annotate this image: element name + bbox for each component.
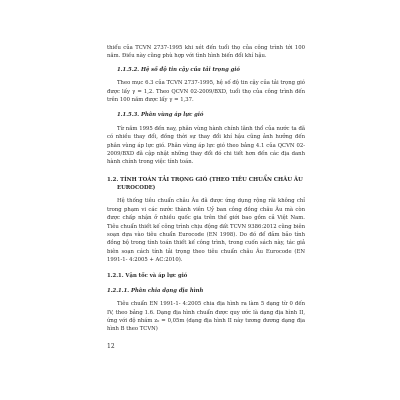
page-content bbox=[107, 44, 305, 334]
spacer bbox=[107, 104, 305, 111]
spacer bbox=[107, 280, 305, 287]
page-number: 12 bbox=[107, 343, 115, 350]
section-paragraph-1-1-5-2: Theo mục 6.3 của TCVN 2737-1995, hệ số độ tin cậy của tải trọng gió được lấy γ = 1,2. Theo QCVN 02-2009/BXD, tuổi thọ của công trình đến trên 100 năm được lấy γ = 1,37. bbox=[107, 80, 305, 104]
section-heading-1-2-line2: EUROCODE) bbox=[117, 185, 156, 192]
section-paragraph-1-2-1-1: Tiêu chuẩn EN 1991-1- 4:2005 chia địa hình ra làm 5 dạng từ 0 đến IV, theo bảng 1.6. Dạng địa hình chuẩn được quy ước là dạng địa hình II, ứng với độ nhám z₀ = 0,05m (dạng địa hình II này tương đương dạng địa hình B theo TCVN) bbox=[107, 301, 305, 333]
section-paragraph-1-1-5-3: Từ năm 1995 đến nay, phân vùng hành chính lãnh thổ của nước ta đã có nhiều thay đổi, đồng thời sự thay đổi khí hậu cũng ảnh hưởng đến phân vùng áp lực gió. Phân vùng áp lực gió theo bảng 4.1 của QCVN 02-2009/BXD đã cập nhật những thay đổi đó chi tiết hơn đến các địa danh hành chính trong việc tính toán. bbox=[107, 125, 305, 166]
section-heading-1-2-line1: 1.2. TÍNH TOÁN TẢI TRỌNG GIÓ (THEO TIÊU CHUẨN CHÂU ÂU bbox=[107, 176, 303, 183]
section-heading-1-2-1: 1.2.1. Vận tốc và áp lực gió bbox=[107, 272, 188, 279]
spacer bbox=[107, 167, 305, 176]
section-heading-1-1-5-2: 1.1.5.2. Hệ số độ tin cậy của tải trọng gió bbox=[117, 66, 240, 73]
spacer bbox=[107, 265, 305, 272]
section-heading-1-2-1-1: 1.2.1.1. Phân chia dạng địa hình bbox=[107, 287, 204, 294]
section-paragraph-1-2: Hệ thống tiêu chuẩn châu Âu đã được ứng dụng rộng rãi không chỉ trong phạm vi các nước thành viên Uỷ ban công đồng châu Âu mà còn được chấp nhận ở nhiều quốc gia trên thế giới bao gồm cả Việt Nam. Tiêu chuẩn thiết kế công trình chịu động đất TCVN 9386:2012 cũng biên soạn dựa vào tiêu chuẩn Eurocode (EN 1998). Do đó để đảm bảo tính đồng bộ trong tính toán thiết kế công trình, trong cuốn sách này, tác giả biên soạn cách tính tải trọng theo tiêu chuẩn châu Âu Eurocode (EN 1991-1- 4:2005 + AC:2010). bbox=[107, 198, 305, 264]
section-heading-1-1-5-3: 1.1.5.3. Phân vùng áp lực gió bbox=[117, 112, 204, 119]
continued-paragraph: thiểu của TCVN 2737-1995 khi xét đến tuổi thọ của công trình tới 100 năm. Điều này cũng phù hợp với tình hình biến đổi khí hậu. bbox=[107, 45, 305, 60]
